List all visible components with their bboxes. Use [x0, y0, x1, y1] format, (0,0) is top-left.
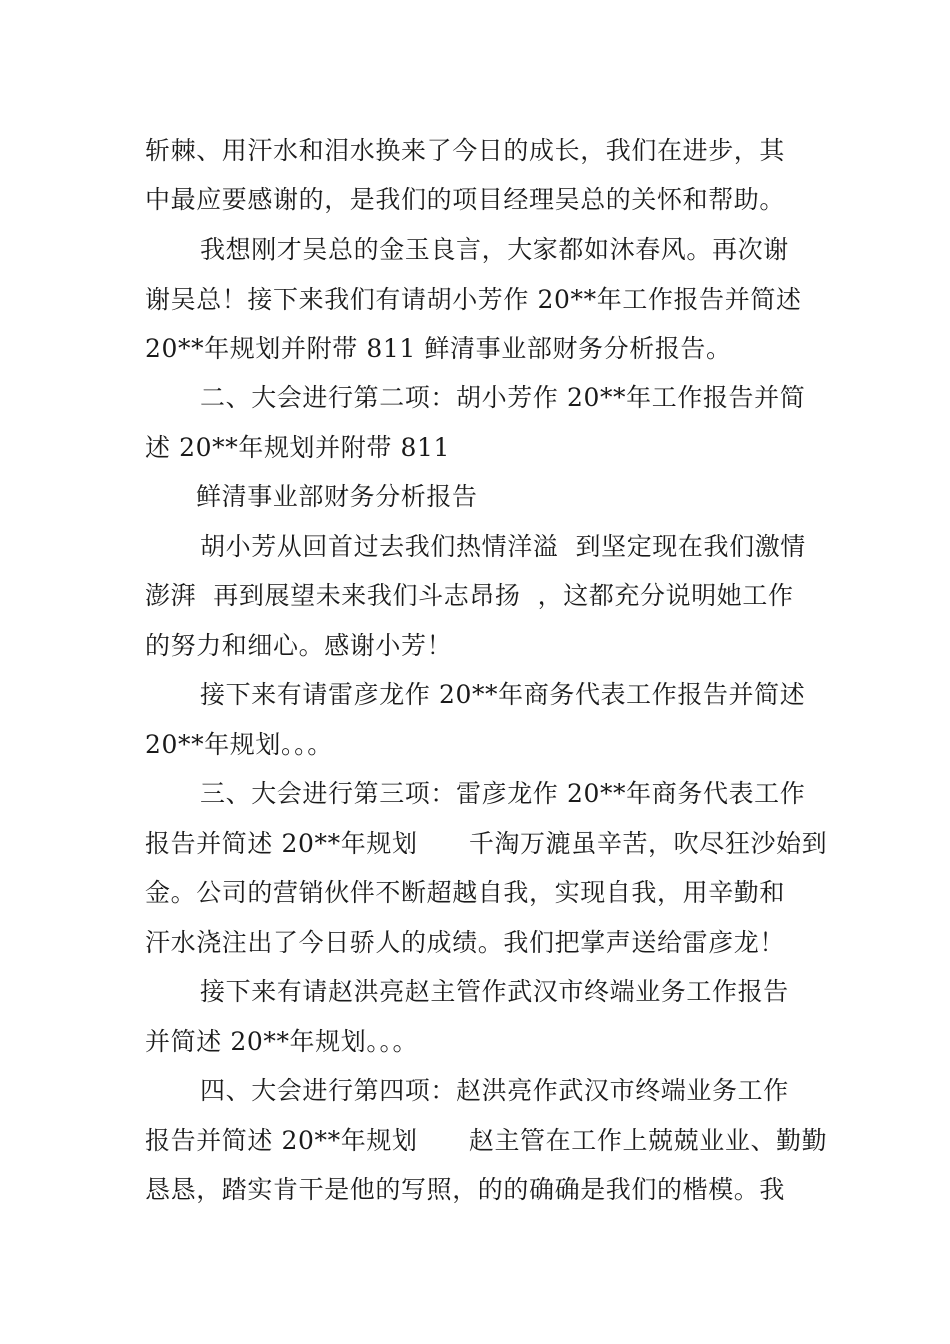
text-line: 中最应要感谢的，是我们的项目经理吴总的关怀和帮助。: [145, 185, 786, 214]
section-heading: 二、大会进行第二项：胡小芳作 20**年工作报告并简: [200, 383, 806, 412]
paragraph-start: 接下来有请雷彦龙作 20**年商务代表工作报告并简述: [200, 680, 806, 709]
paragraph-start: 胡小芳从回首过去我们热情洋溢 到坚定现在我们激情: [200, 532, 806, 561]
section-heading: 四、大会进行第四项：赵洪亮作武汉市终端业务工作: [200, 1076, 789, 1105]
text-line: 20**年规划。。。: [145, 730, 333, 759]
text-line: 谢吴总！接下来我们有请胡小芳作 20**年工作报告并简述: [145, 285, 802, 314]
paragraph-start: 接下来有请赵洪亮赵主管作武汉市终端业务工作报告: [200, 977, 789, 1006]
text-line: 澎湃 再到展望未来我们斗志昂扬 ，这都充分说明她工作: [145, 581, 794, 610]
text-line: 金。公司的营销伙伴不断超越自我，实现自我，用辛勤和: [145, 878, 786, 907]
paragraph-start: 我想刚才吴总的金玉良言，大家都如沐春风。再次谢: [200, 235, 789, 264]
text-line: 的努力和细心。感谢小芳！: [145, 631, 453, 660]
text-line: 并简述 20**年规划。。。: [145, 1027, 419, 1056]
text-line: 报告并简述 20**年规划 赵主管在工作上兢兢业业、勤勤: [145, 1126, 828, 1155]
text-line: 斩棘、用汗水和泪水换来了今日的成长，我们在进步，其: [145, 136, 786, 165]
text-line: 述 20**年规划并附带 811: [145, 433, 451, 462]
text-line: 20**年规划并附带 811 鲜清事业部财务分析报告。: [145, 334, 732, 363]
text-line: 报告并简述 20**年规划 千淘万漉虽辛苦，吹尽狂沙始到: [145, 829, 828, 858]
text-line: 汗水浇注出了今日骄人的成绩。我们把掌声送给雷彦龙！: [145, 928, 786, 957]
section-heading: 三、大会进行第三项：雷彦龙作 20**年商务代表工作: [200, 779, 806, 808]
text-line: 恳恳，踏实肯干是他的写照，的的确确是我们的楷模。我: [145, 1175, 786, 1204]
text-line: 鲜清事业部财务分析报告: [196, 482, 478, 511]
